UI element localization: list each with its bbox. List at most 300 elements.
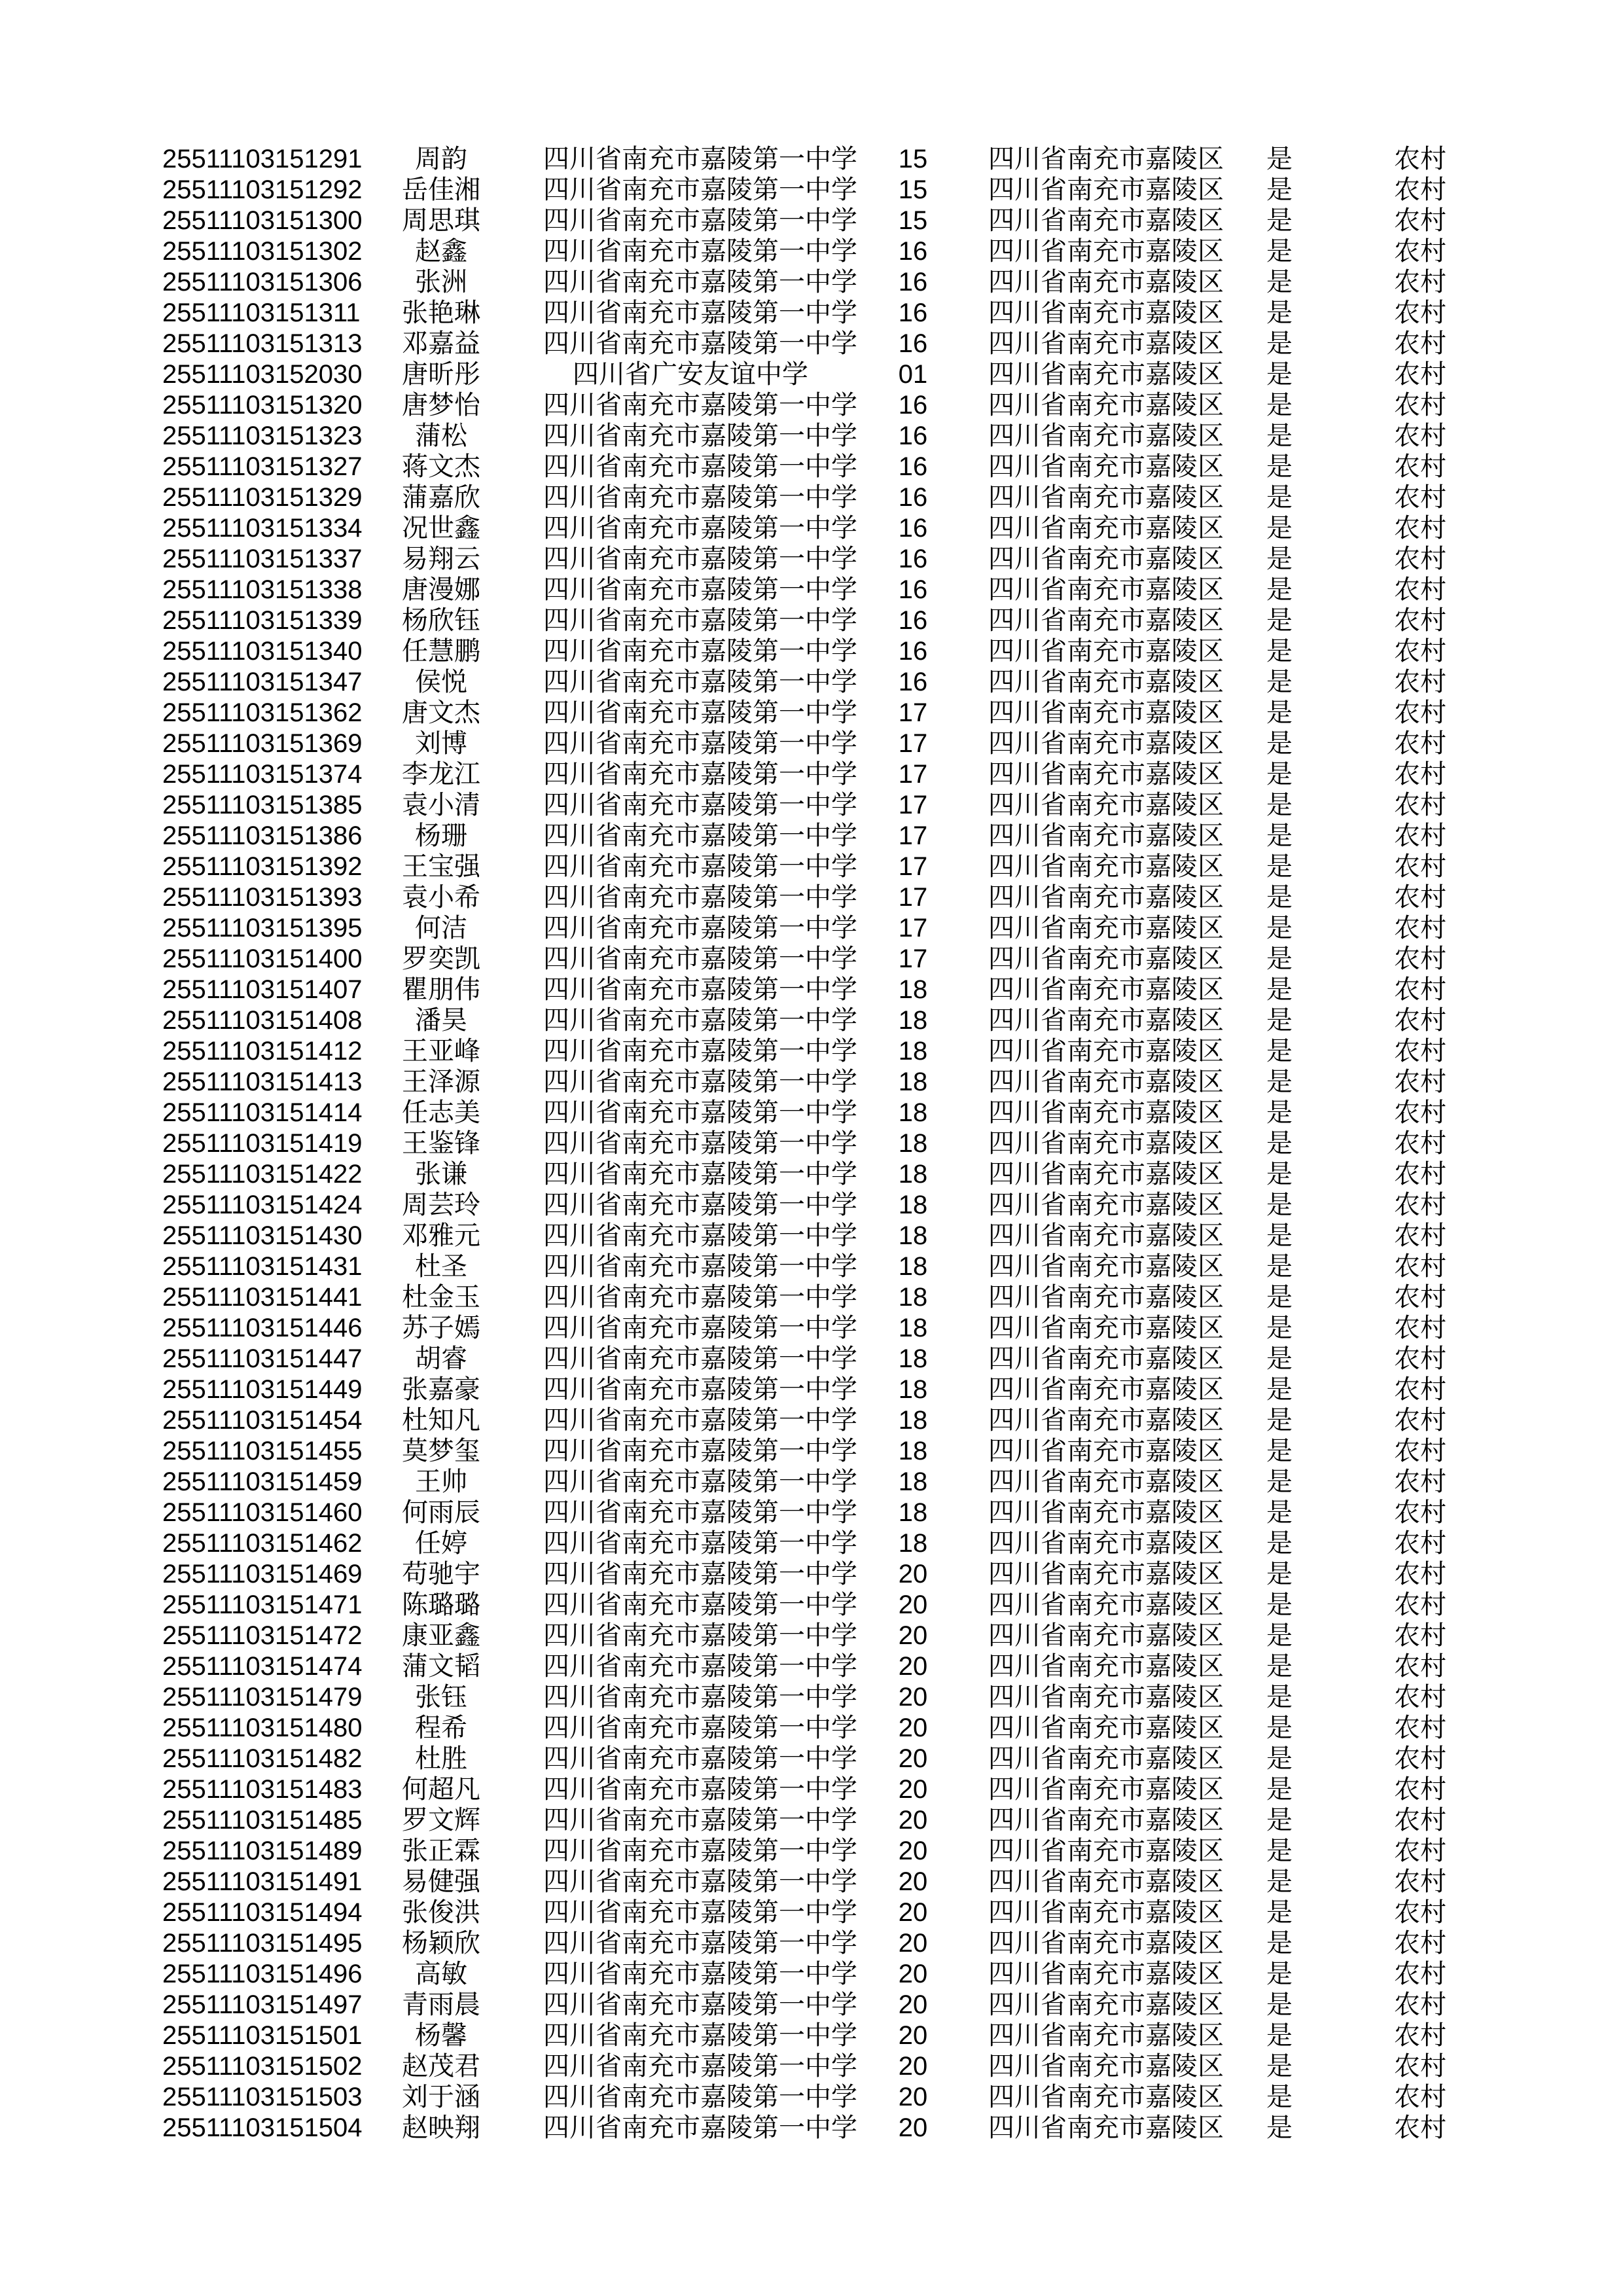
fresh-graduate-flag-cell: 是 — [1266, 514, 1293, 543]
class-no-cell: 16 — [898, 298, 928, 327]
fresh-graduate-flag-cell: 是 — [1266, 298, 1293, 327]
right-margin-spacer — [1479, 1282, 1623, 1313]
residence-type-cell: 农村 — [1394, 637, 1446, 666]
fresh-graduate-flag-cell: 是 — [1266, 1713, 1293, 1742]
table-row — [0, 1744, 1623, 1774]
left-margin-spacer — [0, 759, 162, 790]
student-name-cell: 王鉴锋 — [402, 1129, 480, 1158]
table-row — [0, 667, 1623, 698]
table-row — [0, 1313, 1623, 1344]
residence-type-cell: 农村 — [1394, 391, 1446, 420]
table-row — [0, 2051, 1623, 2082]
left-margin-spacer — [0, 852, 162, 882]
left-margin-spacer — [0, 2020, 162, 2051]
exam-id-cell: 25511103151496 — [162, 1960, 363, 1988]
fresh-graduate-flag-cell: 是 — [1266, 1221, 1293, 1250]
left-margin-spacer — [0, 1805, 162, 1836]
table-row — [0, 1467, 1623, 1498]
right-margin-spacer — [1479, 2020, 1623, 2051]
right-margin-spacer — [1479, 1559, 1623, 1590]
class-no-cell: 18 — [898, 1191, 928, 1219]
table-row — [0, 1190, 1623, 1221]
left-margin-spacer — [0, 698, 162, 728]
table-row — [0, 421, 1623, 452]
table-row — [0, 1897, 1623, 1928]
right-margin-spacer — [1479, 1159, 1623, 1190]
exam-id-cell: 25511103151337 — [162, 545, 363, 573]
table-row — [0, 544, 1623, 575]
residence-type-cell: 农村 — [1394, 668, 1446, 696]
exam-id-cell: 25511103151479 — [162, 1683, 363, 1712]
residence-type-cell: 农村 — [1394, 698, 1446, 727]
right-margin-spacer — [1479, 1313, 1623, 1344]
residence-type-cell: 农村 — [1394, 1775, 1446, 1804]
residence-type-cell: 农村 — [1394, 1221, 1446, 1250]
exam-id-cell: 25511103151306 — [162, 268, 363, 296]
right-margin-spacer — [1479, 1467, 1623, 1498]
district-cell: 四川省南充市嘉陵区 — [988, 1560, 1224, 1588]
fresh-graduate-flag-cell: 是 — [1266, 1006, 1293, 1035]
left-margin-spacer — [0, 144, 162, 175]
district-cell: 四川省南充市嘉陵区 — [988, 1960, 1224, 1988]
right-margin-spacer — [1479, 1897, 1623, 1928]
right-margin-spacer — [1479, 1436, 1623, 1467]
left-margin-spacer — [0, 790, 162, 821]
right-margin-spacer — [1479, 267, 1623, 298]
residence-type-cell: 农村 — [1394, 1437, 1446, 1465]
right-margin-spacer — [1479, 513, 1623, 544]
left-margin-spacer — [0, 1774, 162, 1805]
school-cell: 四川省南充市嘉陵第一中学 — [543, 1498, 857, 1527]
fresh-graduate-flag-cell: 是 — [1266, 268, 1293, 296]
district-cell: 四川省南充市嘉陵区 — [988, 944, 1224, 973]
student-name-cell: 高敏 — [415, 1960, 467, 1988]
school-cell: 四川省广安友谊中学 — [573, 360, 808, 389]
exam-id-cell: 25511103151471 — [162, 1590, 363, 1619]
table-row — [0, 605, 1623, 636]
district-cell: 四川省南充市嘉陵区 — [988, 268, 1224, 296]
student-name-cell: 唐梦怡 — [402, 391, 480, 420]
student-name-cell: 胡睿 — [415, 1344, 467, 1373]
right-margin-spacer — [1479, 2051, 1623, 2082]
left-margin-spacer — [0, 1467, 162, 1498]
right-margin-spacer — [1479, 1651, 1623, 1682]
class-no-cell: 18 — [898, 1283, 928, 1312]
school-cell: 四川省南充市嘉陵第一中学 — [543, 1006, 857, 1035]
student-name-cell: 杨欣钰 — [402, 606, 480, 635]
class-no-cell: 20 — [898, 1990, 928, 2019]
district-cell: 四川省南充市嘉陵区 — [988, 821, 1224, 850]
student-name-cell: 唐文杰 — [402, 698, 480, 727]
residence-type-cell: 农村 — [1394, 1406, 1446, 1435]
table-row — [0, 359, 1623, 390]
residence-type-cell: 农村 — [1394, 883, 1446, 912]
right-margin-spacer — [1479, 1128, 1623, 1159]
residence-type-cell: 农村 — [1394, 237, 1446, 266]
left-margin-spacer — [0, 1990, 162, 2020]
exam-id-cell: 25511103151419 — [162, 1129, 363, 1158]
school-cell: 四川省南充市嘉陵第一中学 — [543, 852, 857, 881]
table-row — [0, 1098, 1623, 1128]
class-no-cell: 20 — [898, 1867, 928, 1896]
district-cell: 四川省南充市嘉陵区 — [988, 1344, 1224, 1373]
student-name-cell: 任婷 — [415, 1529, 467, 1558]
fresh-graduate-flag-cell: 是 — [1266, 1867, 1293, 1896]
right-margin-spacer — [1479, 1190, 1623, 1221]
class-no-cell: 16 — [898, 329, 928, 358]
residence-type-cell: 农村 — [1394, 329, 1446, 358]
exam-id-cell: 25511103151313 — [162, 329, 363, 358]
residence-type-cell: 农村 — [1394, 2083, 1446, 2111]
school-cell: 四川省南充市嘉陵第一中学 — [543, 1960, 857, 1988]
school-cell: 四川省南充市嘉陵第一中学 — [543, 1221, 857, 1250]
table-row — [0, 206, 1623, 236]
district-cell: 四川省南充市嘉陵区 — [988, 1621, 1224, 1650]
school-cell: 四川省南充市嘉陵第一中学 — [543, 821, 857, 850]
student-name-cell: 康亚鑫 — [402, 1621, 480, 1650]
exam-id-cell: 25511103151462 — [162, 1529, 363, 1558]
exam-id-cell: 25511103151460 — [162, 1498, 363, 1527]
residence-type-cell: 农村 — [1394, 483, 1446, 512]
class-no-cell: 15 — [898, 206, 928, 235]
table-row — [0, 698, 1623, 728]
student-name-cell: 王帅 — [415, 1467, 467, 1496]
student-name-cell: 陈璐璐 — [402, 1590, 480, 1619]
exam-id-cell: 25511103151408 — [162, 1006, 363, 1035]
fresh-graduate-flag-cell: 是 — [1266, 391, 1293, 420]
district-cell: 四川省南充市嘉陵区 — [988, 1867, 1224, 1896]
right-margin-spacer — [1479, 2113, 1623, 2144]
school-cell: 四川省南充市嘉陵第一中学 — [543, 1837, 857, 1865]
class-no-cell: 15 — [898, 175, 928, 204]
exam-id-cell: 25511103151395 — [162, 914, 363, 942]
district-cell: 四川省南充市嘉陵区 — [988, 1037, 1224, 1066]
class-no-cell: 18 — [898, 1037, 928, 1066]
fresh-graduate-flag-cell: 是 — [1266, 575, 1293, 604]
residence-type-cell: 农村 — [1394, 452, 1446, 481]
left-margin-spacer — [0, 1836, 162, 1867]
student-name-cell: 杜金玉 — [402, 1283, 480, 1312]
district-cell: 四川省南充市嘉陵区 — [988, 852, 1224, 881]
fresh-graduate-flag-cell: 是 — [1266, 1191, 1293, 1219]
right-margin-spacer — [1479, 975, 1623, 1005]
residence-type-cell: 农村 — [1394, 791, 1446, 819]
right-margin-spacer — [1479, 206, 1623, 236]
exam-id-cell: 25511103151422 — [162, 1160, 363, 1189]
district-cell: 四川省南充市嘉陵区 — [988, 1221, 1224, 1250]
right-margin-spacer — [1479, 1621, 1623, 1651]
residence-type-cell: 农村 — [1394, 2021, 1446, 2050]
fresh-graduate-flag-cell: 是 — [1266, 1775, 1293, 1804]
right-margin-spacer — [1479, 698, 1623, 728]
district-cell: 四川省南充市嘉陵区 — [988, 175, 1224, 204]
class-no-cell: 16 — [898, 668, 928, 696]
fresh-graduate-flag-cell: 是 — [1266, 1929, 1293, 1958]
school-cell: 四川省南充市嘉陵第一中学 — [543, 545, 857, 573]
district-cell: 四川省南充市嘉陵区 — [988, 2021, 1224, 2050]
student-name-cell: 袁小希 — [402, 883, 480, 912]
residence-type-cell: 农村 — [1394, 944, 1446, 973]
school-cell: 四川省南充市嘉陵第一中学 — [543, 1867, 857, 1896]
left-margin-spacer — [0, 1682, 162, 1713]
residence-type-cell: 农村 — [1394, 1129, 1446, 1158]
residence-type-cell: 农村 — [1394, 1529, 1446, 1558]
class-no-cell: 18 — [898, 1314, 928, 1342]
table-row — [0, 944, 1623, 975]
left-margin-spacer — [0, 1897, 162, 1928]
table-row — [0, 2020, 1623, 2051]
fresh-graduate-flag-cell: 是 — [1266, 760, 1293, 789]
left-margin-spacer — [0, 544, 162, 575]
student-name-cell: 周思琪 — [402, 206, 480, 235]
student-name-cell: 邓雅元 — [402, 1221, 480, 1250]
district-cell: 四川省南充市嘉陵区 — [988, 1467, 1224, 1496]
residence-type-cell: 农村 — [1394, 514, 1446, 543]
left-margin-spacer — [0, 1559, 162, 1590]
school-cell: 四川省南充市嘉陵第一中学 — [543, 483, 857, 512]
table-row — [0, 1159, 1623, 1190]
student-name-cell: 张洲 — [415, 268, 467, 296]
school-cell: 四川省南充市嘉陵第一中学 — [543, 2083, 857, 2111]
district-cell: 四川省南充市嘉陵区 — [988, 206, 1224, 235]
district-cell: 四川省南充市嘉陵区 — [988, 422, 1224, 450]
student-name-cell: 王泽源 — [402, 1067, 480, 1096]
district-cell: 四川省南充市嘉陵区 — [988, 1160, 1224, 1189]
left-margin-spacer — [0, 329, 162, 359]
district-cell: 四川省南充市嘉陵区 — [988, 2052, 1224, 2081]
student-name-cell: 蒲嘉欣 — [402, 483, 480, 512]
school-cell: 四川省南充市嘉陵第一中学 — [543, 1560, 857, 1588]
left-margin-spacer — [0, 267, 162, 298]
left-margin-spacer — [0, 206, 162, 236]
residence-type-cell: 农村 — [1394, 1191, 1446, 1219]
student-name-cell: 易健强 — [402, 1867, 480, 1896]
class-no-cell: 16 — [898, 514, 928, 543]
class-no-cell: 01 — [898, 360, 928, 389]
right-margin-spacer — [1479, 944, 1623, 975]
class-no-cell: 16 — [898, 606, 928, 635]
fresh-graduate-flag-cell: 是 — [1266, 145, 1293, 173]
school-cell: 四川省南充市嘉陵第一中学 — [543, 2021, 857, 2050]
student-name-cell: 杜知凡 — [402, 1406, 480, 1435]
fresh-graduate-flag-cell: 是 — [1266, 1744, 1293, 1773]
table-row — [0, 1251, 1623, 1282]
left-margin-spacer — [0, 390, 162, 421]
left-margin-spacer — [0, 1128, 162, 1159]
exam-id-cell: 25511103151495 — [162, 1929, 363, 1958]
exam-id-cell: 25511103151501 — [162, 2021, 363, 2050]
left-margin-spacer — [0, 236, 162, 267]
left-margin-spacer — [0, 1344, 162, 1374]
residence-type-cell: 农村 — [1394, 268, 1446, 296]
district-cell: 四川省南充市嘉陵区 — [988, 391, 1224, 420]
district-cell: 四川省南充市嘉陵区 — [988, 883, 1224, 912]
class-no-cell: 20 — [898, 1929, 928, 1958]
district-cell: 四川省南充市嘉陵区 — [988, 975, 1224, 1004]
exam-id-cell: 25511103151454 — [162, 1406, 363, 1435]
table-row — [0, 1805, 1623, 1836]
residence-type-cell: 农村 — [1394, 360, 1446, 389]
district-cell: 四川省南充市嘉陵区 — [988, 698, 1224, 727]
left-margin-spacer — [0, 882, 162, 913]
district-cell: 四川省南充市嘉陵区 — [988, 668, 1224, 696]
exam-id-cell: 25511103151392 — [162, 852, 363, 881]
left-margin-spacer — [0, 605, 162, 636]
student-name-cell: 侯悦 — [415, 668, 467, 696]
table-row — [0, 267, 1623, 298]
table-row — [0, 575, 1623, 605]
exam-id-cell: 25511103151412 — [162, 1037, 363, 1066]
fresh-graduate-flag-cell: 是 — [1266, 1129, 1293, 1158]
class-no-cell: 16 — [898, 452, 928, 481]
district-cell: 四川省南充市嘉陵区 — [988, 575, 1224, 604]
school-cell: 四川省南充市嘉陵第一中学 — [543, 1652, 857, 1681]
right-margin-spacer — [1479, 544, 1623, 575]
class-no-cell: 17 — [898, 698, 928, 727]
fresh-graduate-flag-cell: 是 — [1266, 1560, 1293, 1588]
class-no-cell: 17 — [898, 729, 928, 758]
exam-id-cell: 25511103151497 — [162, 1990, 363, 2019]
fresh-graduate-flag-cell: 是 — [1266, 1990, 1293, 2019]
fresh-graduate-flag-cell: 是 — [1266, 698, 1293, 727]
school-cell: 四川省南充市嘉陵第一中学 — [543, 1744, 857, 1773]
class-no-cell: 18 — [898, 1129, 928, 1158]
right-margin-spacer — [1479, 1774, 1623, 1805]
left-margin-spacer — [0, 1651, 162, 1682]
residence-type-cell: 农村 — [1394, 1683, 1446, 1712]
right-margin-spacer — [1479, 421, 1623, 452]
school-cell: 四川省南充市嘉陵第一中学 — [543, 1067, 857, 1096]
right-margin-spacer — [1479, 759, 1623, 790]
student-name-cell: 唐漫娜 — [402, 575, 480, 604]
fresh-graduate-flag-cell: 是 — [1266, 175, 1293, 204]
class-no-cell: 18 — [898, 1006, 928, 1035]
district-cell: 四川省南充市嘉陵区 — [988, 237, 1224, 266]
left-margin-spacer — [0, 452, 162, 482]
school-cell: 四川省南充市嘉陵第一中学 — [543, 1529, 857, 1558]
residence-type-cell: 农村 — [1394, 575, 1446, 604]
exam-id-cell: 25511103151339 — [162, 606, 363, 635]
student-name-cell: 邓嘉益 — [402, 329, 480, 358]
class-no-cell: 16 — [898, 483, 928, 512]
student-name-cell: 易翔云 — [402, 545, 480, 573]
student-name-cell: 蒋文杰 — [402, 452, 480, 481]
table-row — [0, 482, 1623, 513]
school-cell: 四川省南充市嘉陵第一中学 — [543, 1683, 857, 1712]
exam-id-cell: 25511103151480 — [162, 1713, 363, 1742]
district-cell: 四川省南充市嘉陵区 — [988, 1252, 1224, 1281]
district-cell: 四川省南充市嘉陵区 — [988, 1406, 1224, 1435]
school-cell: 四川省南充市嘉陵第一中学 — [543, 1806, 857, 1835]
student-name-cell: 王宝强 — [402, 852, 480, 881]
school-cell: 四川省南充市嘉陵第一中学 — [543, 698, 857, 727]
right-margin-spacer — [1479, 1374, 1623, 1405]
table-row — [0, 1436, 1623, 1467]
school-cell: 四川省南充市嘉陵第一中学 — [543, 1129, 857, 1158]
class-no-cell: 16 — [898, 422, 928, 450]
fresh-graduate-flag-cell: 是 — [1266, 452, 1293, 481]
left-margin-spacer — [0, 1098, 162, 1128]
table-row — [0, 144, 1623, 175]
right-margin-spacer — [1479, 1805, 1623, 1836]
exam-id-cell: 25511103151327 — [162, 452, 363, 481]
district-cell: 四川省南充市嘉陵区 — [988, 1283, 1224, 1312]
class-no-cell: 17 — [898, 883, 928, 912]
fresh-graduate-flag-cell: 是 — [1266, 422, 1293, 450]
class-no-cell: 18 — [898, 1467, 928, 1496]
residence-type-cell: 农村 — [1394, 1037, 1446, 1066]
left-margin-spacer — [0, 1159, 162, 1190]
school-cell: 四川省南充市嘉陵第一中学 — [543, 1375, 857, 1404]
residence-type-cell: 农村 — [1394, 975, 1446, 1004]
student-name-cell: 罗奕凯 — [402, 944, 480, 973]
fresh-graduate-flag-cell: 是 — [1266, 1344, 1293, 1373]
table-row — [0, 1590, 1623, 1621]
exam-id-cell: 25511103151329 — [162, 483, 363, 512]
right-margin-spacer — [1479, 1928, 1623, 1959]
district-cell: 四川省南充市嘉陵区 — [988, 1098, 1224, 1127]
exam-id-cell: 25511103151503 — [162, 2083, 363, 2111]
residence-type-cell: 农村 — [1394, 1590, 1446, 1619]
residence-type-cell: 农村 — [1394, 1929, 1446, 1958]
class-no-cell: 18 — [898, 975, 928, 1004]
table-row — [0, 1682, 1623, 1713]
school-cell: 四川省南充市嘉陵第一中学 — [543, 1160, 857, 1189]
exam-id-cell: 25511103151483 — [162, 1775, 363, 1804]
right-margin-spacer — [1479, 236, 1623, 267]
school-cell: 四川省南充市嘉陵第一中学 — [543, 760, 857, 789]
school-cell: 四川省南充市嘉陵第一中学 — [543, 237, 857, 266]
table-row — [0, 1405, 1623, 1436]
right-margin-spacer — [1479, 482, 1623, 513]
fresh-graduate-flag-cell: 是 — [1266, 1837, 1293, 1865]
school-cell: 四川省南充市嘉陵第一中学 — [543, 329, 857, 358]
district-cell: 四川省南充市嘉陵区 — [988, 729, 1224, 758]
table-row — [0, 236, 1623, 267]
table-row — [0, 1774, 1623, 1805]
residence-type-cell: 农村 — [1394, 1314, 1446, 1342]
right-margin-spacer — [1479, 329, 1623, 359]
class-no-cell: 16 — [898, 637, 928, 666]
left-margin-spacer — [0, 667, 162, 698]
district-cell: 四川省南充市嘉陵区 — [988, 298, 1224, 327]
exam-id-cell: 25511103151311 — [162, 298, 361, 327]
table-row — [0, 852, 1623, 882]
fresh-graduate-flag-cell: 是 — [1266, 883, 1293, 912]
table-row — [0, 790, 1623, 821]
exam-id-cell: 25511103151472 — [162, 1621, 363, 1650]
class-no-cell: 20 — [898, 1713, 928, 1742]
class-no-cell: 18 — [898, 1344, 928, 1373]
school-cell: 四川省南充市嘉陵第一中学 — [543, 1191, 857, 1219]
residence-type-cell: 农村 — [1394, 1621, 1446, 1650]
class-no-cell: 16 — [898, 575, 928, 604]
class-no-cell: 20 — [898, 2113, 928, 2142]
right-margin-spacer — [1479, 1836, 1623, 1867]
district-cell: 四川省南充市嘉陵区 — [988, 1529, 1224, 1558]
district-cell: 四川省南充市嘉陵区 — [988, 1375, 1224, 1404]
school-cell: 四川省南充市嘉陵第一中学 — [543, 1467, 857, 1496]
residence-type-cell: 农村 — [1394, 2113, 1446, 2142]
fresh-graduate-flag-cell: 是 — [1266, 1098, 1293, 1127]
exam-id-cell: 25511103151407 — [162, 975, 363, 1004]
district-cell: 四川省南充市嘉陵区 — [988, 1437, 1224, 1465]
student-name-cell: 赵茂君 — [402, 2052, 480, 2081]
residence-type-cell: 农村 — [1394, 606, 1446, 635]
fresh-graduate-flag-cell: 是 — [1266, 1960, 1293, 1988]
district-cell: 四川省南充市嘉陵区 — [988, 914, 1224, 942]
fresh-graduate-flag-cell: 是 — [1266, 483, 1293, 512]
